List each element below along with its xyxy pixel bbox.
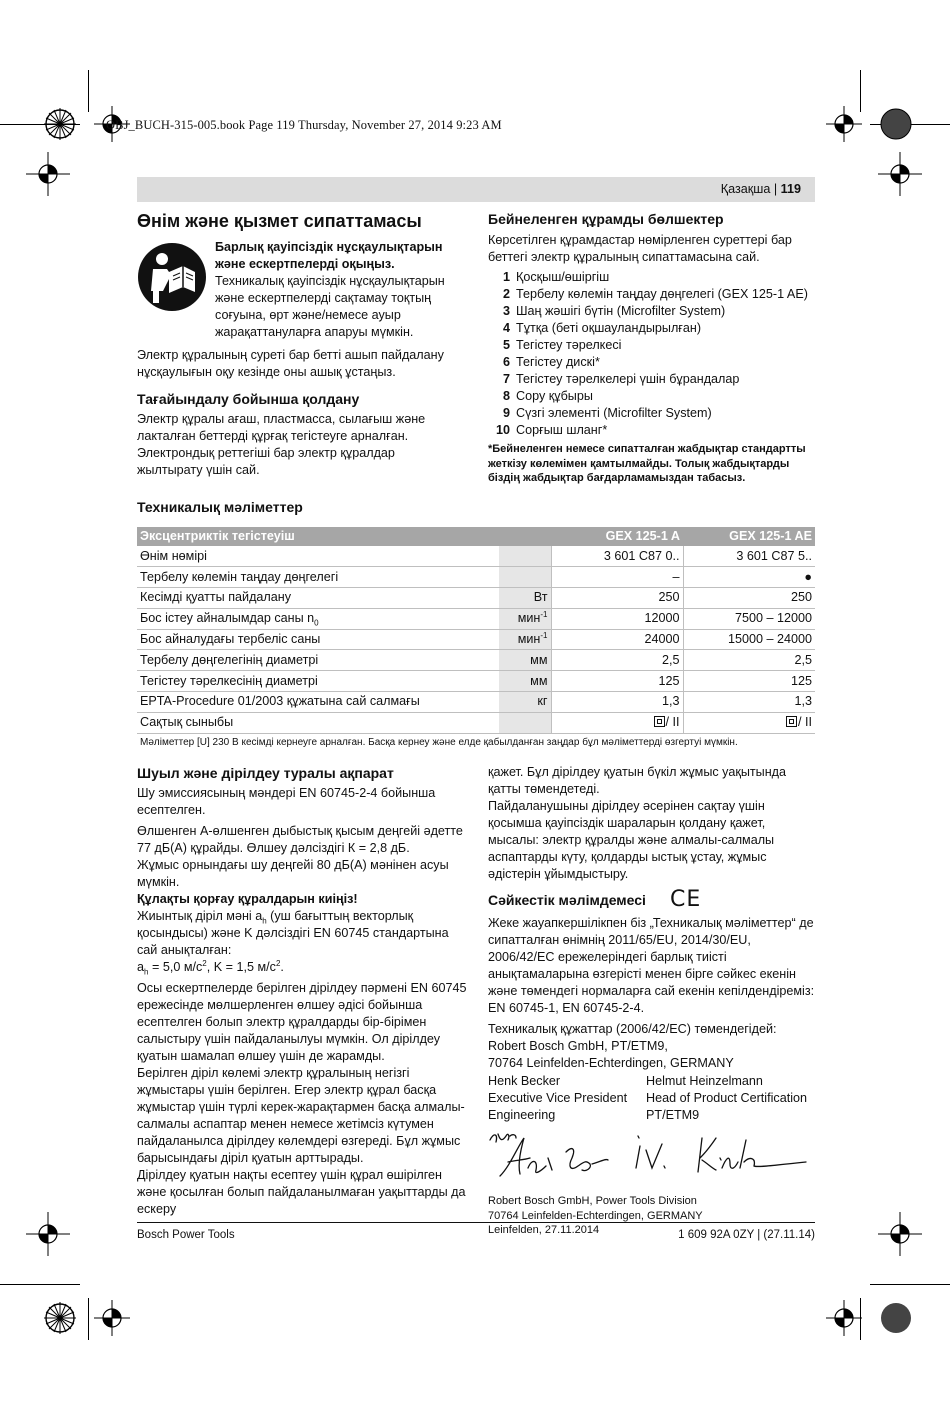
- spec-value-ae: [683, 608, 815, 629]
- open-page-text: Электр құралының суреті бар бетті ашып пайдалану нұсқаулығын оқу кезінде оны ашық ұстаңыз.: [137, 348, 444, 379]
- spec-row: [137, 671, 815, 692]
- spec-value-a: [551, 712, 683, 733]
- right2-p2: Пайдаланушыны дірілдеу әсерінен сақтау үшін қосымша қауіпсіздік шараларын қолдану қажет, мысалы: электр құралды және алмалы-салмалы аспаптарды күту, қолдарды ыстық ұстау, жұмыс әдістерін ұйымдыстыру.: [488, 799, 775, 881]
- sig1-title2: Engineering: [488, 1108, 556, 1122]
- spec-label: [137, 712, 499, 733]
- spec-label: [137, 608, 499, 629]
- sig1-title1: Executive Vice President: [488, 1091, 628, 1105]
- spec-label-text: Өнім нөмірі: [140, 548, 207, 563]
- spec-value-ae: [683, 567, 815, 588]
- spec-label: [137, 650, 499, 671]
- spec-row: [137, 588, 815, 609]
- parts-list-item: [488, 320, 818, 337]
- spec-value-a: [551, 567, 683, 588]
- spec-value-ae: [683, 546, 815, 567]
- part-label: Тегістеу тәрелкесі: [516, 338, 622, 352]
- spec-value-a-text: 250: [658, 590, 680, 605]
- parts-list-item: [488, 303, 818, 320]
- spec-unit: [499, 692, 551, 713]
- parts-list-item: [488, 269, 818, 286]
- warning-text: [215, 239, 463, 341]
- spec-value-ae-text: ●: [804, 569, 812, 584]
- handwritten-signatures: [488, 1128, 816, 1192]
- parts-list-item: [488, 354, 818, 371]
- spec-unit-text: мм: [530, 652, 548, 667]
- left-column-bottom: [137, 764, 467, 1218]
- registration-mark-icon: [40, 104, 80, 144]
- noise-p6d: .: [280, 960, 284, 974]
- spec-label-text: Тербелу көлемін таңдау дөңгелегі: [140, 569, 339, 584]
- noise-p8: Берілген діріл көлемі электр құралының негізгі жұмыстары үшін берілген. Егер электр құрал басқа жұмыстар үшін түрлі керек-жарақтармен басқа алмалы-салмалы аспаптар менен немесе жетімсіз күтумен пайдаланылса дірілдеу көлемдері өзгереді. Бұл жұмыс барысындағы діріл қуатын арттырады.: [137, 1066, 465, 1165]
- spec-value-a: [551, 588, 683, 609]
- registration-mark-icon: [26, 152, 70, 196]
- parts-list-item: [488, 405, 818, 422]
- sig1-name: Henk Becker: [488, 1074, 561, 1088]
- usage-title: Тағайындалу бойынша қолдану: [137, 391, 360, 407]
- registration-mark-icon: [878, 1212, 922, 1256]
- part-label: Сору құбыры: [516, 389, 593, 403]
- spec-header-label: Эксцентриктік тегістеуіш: [137, 527, 499, 546]
- parts-list-item: [488, 388, 818, 405]
- noise-p5: [137, 908, 467, 959]
- part-number: 6: [502, 355, 510, 369]
- spec-unit: [499, 671, 551, 692]
- spec-value-a-text: / II: [665, 715, 680, 730]
- spec-unit: [499, 546, 551, 567]
- spec-unit-sup: -1: [540, 610, 548, 620]
- read-manual-icon: [137, 242, 207, 312]
- spec-row: [137, 712, 815, 733]
- spec-value-ae-text: 7500 – 12000: [734, 611, 812, 626]
- spec-value-ae-text: 2,5: [794, 652, 812, 667]
- ce-mark-icon: CE: [669, 887, 702, 912]
- section-title: Өнім және қызмет сипаттамасы: [137, 211, 422, 231]
- spec-header-unit: [499, 527, 551, 546]
- spec-value-a-text: 1,3: [661, 694, 680, 709]
- spec-value-ae-text: / II: [798, 715, 812, 730]
- noise-p4: Құлақты қорғау құралдарын киіңіз!: [137, 892, 358, 906]
- spec-value-ae: [683, 712, 815, 733]
- spec-value-a: [551, 692, 683, 713]
- spec-unit: [499, 712, 551, 733]
- spec-value-ae-text: 1,3: [794, 694, 812, 709]
- crop-mark: [88, 1298, 89, 1340]
- spec-unit-text: мин: [517, 632, 541, 647]
- registration-mark-icon: [824, 104, 864, 144]
- parts-list-item: [488, 337, 818, 354]
- part-number: 8: [502, 389, 510, 403]
- noise-p6c: , K = 1,5 м/с: [206, 960, 276, 974]
- noise-p6a: a: [137, 960, 145, 974]
- page-header: [137, 177, 815, 202]
- spec-unit: [499, 567, 551, 588]
- page-number: 119: [780, 182, 801, 196]
- footer-right: 1 609 92A 0ZY | (27.11.14): [678, 1229, 815, 1241]
- registration-mark-icon: [824, 1298, 864, 1338]
- spec-label-text: Бос істеу айналымдар саны n: [140, 611, 315, 626]
- registration-mark-icon: [40, 1298, 80, 1338]
- part-label: Тербелу көлемін таңдау дөңгелегі (GEX 125-1 AE): [516, 287, 808, 301]
- spec-header-ae: GEX 125-1 AE: [683, 527, 815, 546]
- spec-value-ae-text: 15000 – 24000: [727, 632, 812, 647]
- sig2-title1: Head of Product Certification: [646, 1091, 808, 1105]
- spec-value-ae: [683, 650, 815, 671]
- part-number: 2: [502, 287, 510, 301]
- registration-mark-icon: [26, 1212, 70, 1256]
- spec-footnote: Мәліметтер [U] 230 В кесімді кернеуге арналған. Басқа кернеу және елде қабылданған заңдар бұл мәліметтерді өзгертуі мүмкін.: [140, 736, 738, 748]
- spec-header-row: [137, 527, 815, 546]
- spec-unit-text: Вт: [533, 590, 548, 605]
- spec-value-a-text: 3 601 C87 0..: [603, 548, 680, 563]
- warning-block: [137, 239, 463, 341]
- noise-p5-sub: h: [262, 916, 267, 926]
- spec-unit-text: кг: [537, 694, 548, 709]
- usage-text-1: Электр құралы ағаш, пластмасса, сылағыш және лакталған беттерді құрғақ тегістеуге арналған.: [137, 412, 426, 443]
- spec-value-ae: [683, 671, 815, 692]
- part-label: Тұтқа (беті оқшауландырылған): [516, 321, 702, 335]
- footer-rule: [137, 1222, 815, 1223]
- spec-value-a-text: 24000: [644, 632, 680, 647]
- parts-list: [488, 269, 818, 439]
- right2-p1: қажет. Бұл дірілдеу қуатын бүкіл жұмыс уақытында қатты төмендетеді.: [488, 765, 787, 796]
- parts-title: Бейнеленген құрамды бөлшектер: [488, 211, 724, 227]
- conformity-heading: [488, 889, 816, 911]
- spec-unit-sup: -1: [540, 630, 548, 640]
- usage-text-2: Электрондық реттегіші бар электр құралдар жылтырату үшін сай.: [137, 446, 395, 477]
- noise-p6-sup2: 2: [275, 958, 281, 968]
- parts-list-item: [488, 371, 818, 388]
- crop-mark: [870, 1284, 950, 1285]
- spec-value-ae: [683, 692, 815, 713]
- spec-value-ae: [683, 629, 815, 650]
- spec-row: [137, 546, 815, 567]
- spec-row: [137, 567, 815, 588]
- part-number: 1: [502, 270, 510, 284]
- spec-unit: [499, 650, 551, 671]
- sig2-name: Helmut Heinzelmann: [646, 1074, 763, 1088]
- section-name: Қазақша: [720, 182, 771, 196]
- spec-label: [137, 546, 499, 567]
- noise-title: Шуыл және дірілдеу туралы ақпарат: [137, 765, 394, 781]
- noise-p1: Шу эмиссиясының мәндері EN 60745-2-4 бойынша есептелген.: [137, 786, 436, 817]
- spec-table: [137, 527, 815, 751]
- crop-mark: [0, 1284, 80, 1285]
- noise-p6: [137, 959, 467, 976]
- warning-bold: Барлық қауіпсіздік нұсқаулықтарын және ескертпелерді оқыңыз.: [215, 240, 443, 271]
- right-column-bottom: [488, 764, 816, 1238]
- part-label: Тегістеу дискі*: [516, 355, 600, 369]
- parts-note: *Бейнеленген немесе сипатталған жабдықтар стандартты жеткізу көлемімен қамтылмайды. Толық жабдықтарды біздің жабдықтар бағдарламамыздан табасыз.: [488, 443, 806, 485]
- part-number: 3: [502, 304, 510, 318]
- warning-rest: Техникалық қауіпсіздік нұсқаулықтарын және ескертпелерді сақтамау тоқтың соғуына, өрт және/немесе ауыр жарақаттануларға апаруы мүмкін.: [215, 274, 445, 339]
- conformity-title: Сәйкестік мәлімдемесі: [488, 892, 646, 908]
- spec-value-a: [551, 629, 683, 650]
- noise-p6-sup: 2: [202, 958, 207, 968]
- part-label: Қосқыш/өшіргіш: [516, 270, 610, 284]
- spec-row: [137, 692, 815, 713]
- header-text: Қазақша | 119: [720, 182, 801, 196]
- book-info-line: OBJ_BUCH-315-005.book Page 119 Thursday, November 27, 2014 9:23 AM: [106, 118, 502, 132]
- spec-row: [137, 629, 815, 650]
- spec-value-a: [551, 650, 683, 671]
- noise-p9: Дірілдеу қуатын нақты есептеу үшін құрал өшірілген және қосылған болып пайдаланылмаған уақыттарды да ескеру: [137, 1168, 466, 1216]
- spec-label-text: Бос айналудағы тербеліс саны: [140, 632, 321, 647]
- registration-mark-icon: [876, 104, 916, 144]
- spec-value-ae: [683, 588, 815, 609]
- spec-label: [137, 629, 499, 650]
- conformity-text: Жеке жауапкершілікпен біз „Техникалық мәліметтер“ де сипатталған өнімнің 2011/65/EU, 2014/30/EU, 2006/42/EC ережелеріндегі барлық тиісті анықтамаларына өзгерісті менен бірге сәйкес екенін және төмендегі нормаларға сай екенін кепілдендіреміз: EN 60745-1, EN 60745-2-4.: [488, 916, 815, 1015]
- spec-label-text: Тербелу дөңгелегінің диаметрі: [140, 652, 319, 667]
- noise-p7: Осы ескертпелерде берілген дірілдеу пәрмені EN 60745 ережесінде мөлшерленген өлшеу әдісі бойынша есептелген болып электр құралдарды бір-бірімен салыстыру үшін пайдаланылуы мүмкін. Ол дірілдеу қуатын шамалап өлшеу үшін де жарамды.: [137, 981, 467, 1063]
- part-label: Сүзгі элементі (Microfilter System): [516, 406, 712, 420]
- parts-intro: Көрсетілген құрамдастар нөмірленген суреттері бар беттегі электр құралының сипаттамасына сай.: [488, 233, 792, 264]
- spec-label: [137, 692, 499, 713]
- part-label: Сорғыш шланг*: [516, 423, 608, 437]
- noise-p6b: = 5,0 м/с: [148, 960, 203, 974]
- spec-label-text: Кесімді қуатты пайдалану: [140, 590, 292, 605]
- noise-p5a: Жиынтық діріл мәні a: [137, 909, 263, 923]
- spec-label-text: Тегістеу тәрелкесінің диаметрі: [140, 673, 318, 688]
- spec-value-ae-text: 250: [790, 590, 812, 605]
- division-address: 70764 Leinfelden-Echterdingen, GERMANY: [488, 1209, 703, 1222]
- spec-value-a: [551, 546, 683, 567]
- spec-label-text: Сақтық сыныбы: [140, 715, 234, 730]
- division-name: Robert Bosch GmbH, Power Tools Division: [488, 1195, 697, 1207]
- registration-mark-icon: [878, 152, 922, 196]
- protection-class-icon: [654, 716, 665, 727]
- spec-value-a: [551, 608, 683, 629]
- registration-mark-icon: [876, 1298, 916, 1338]
- date-line: Leinfelden, 27.11.2014: [488, 1224, 600, 1237]
- noise-p5b: (уш бағыттың векторлық қосындысы) және K дәлсіздігі EN 60745 стандартына сай анықталған:: [137, 909, 449, 957]
- address-2: 70764 Leinfelden-Echterdingen, GERMANY: [488, 1056, 734, 1070]
- spec-value-a-text: 125: [658, 673, 680, 688]
- spec-value-a: [551, 671, 683, 692]
- noise-p6-sub: h: [144, 967, 149, 977]
- spec-label: [137, 588, 499, 609]
- spec-footnote-row: [137, 733, 815, 751]
- spec-unit: [499, 588, 551, 609]
- signatories: [488, 1073, 816, 1124]
- right-column-top: [488, 210, 818, 486]
- spec-label-sub: 0: [314, 618, 319, 628]
- noise-p2: Өлшенген А-өлшенген дыбыстық қысым деңгейі әдетте 77 дБ(A) құрайды. Өлшеу дәлсіздігі К = 2,8 дБ.: [137, 824, 463, 855]
- spec-value-a-text: 12000: [644, 611, 680, 626]
- spec-label-text: EPTA-Procedure 01/2003 құжатына сай салмағы: [140, 694, 420, 709]
- parts-list-item: [488, 422, 818, 439]
- part-number: 5: [502, 338, 510, 352]
- crop-mark: [88, 70, 89, 112]
- part-label: Тегістеу тәрелкелері үшін бұрандалар: [516, 372, 740, 386]
- signatory-2: [646, 1073, 807, 1124]
- part-number: 10: [495, 423, 510, 437]
- spec-value-a-text: 2,5: [661, 652, 680, 667]
- sig2-title2: PT/ETM9: [646, 1108, 700, 1122]
- spec-unit-text: мм: [530, 673, 548, 688]
- parts-list-item: [488, 286, 818, 303]
- spec-label: [137, 671, 499, 692]
- spec-header-a: GEX 125-1 A: [551, 527, 683, 546]
- spec-value-ae-text: 125: [790, 673, 812, 688]
- signatory-1: [488, 1073, 646, 1124]
- spec-unit: [499, 629, 551, 650]
- spec-row: [137, 650, 815, 671]
- left-column-top: [137, 210, 463, 479]
- spec-unit-text: мин: [517, 611, 541, 626]
- spec-unit: [499, 608, 551, 629]
- footer-left: Bosch Power Tools: [137, 1229, 235, 1241]
- registration-mark-icon: [92, 1298, 132, 1338]
- address-1: Robert Bosch GmbH, PT/ETM9,: [488, 1039, 668, 1053]
- part-number: 7: [502, 372, 510, 386]
- part-number: 4: [502, 321, 510, 335]
- part-number: 9: [502, 406, 510, 420]
- spec-label: [137, 567, 499, 588]
- noise-p3: Жұмыс орнындағы шу деңгейі 80 дБ(A) мәнінен асуы мүмкін.: [137, 858, 449, 889]
- tech-files: Техникалық құжаттар (2006/42/EC) төмендегідей:: [488, 1022, 777, 1036]
- protection-class-icon: [786, 716, 797, 727]
- spec-row: [137, 608, 815, 629]
- spec-value-ae-text: 3 601 C87 5..: [736, 548, 812, 563]
- spec-value-a-text: –: [672, 569, 680, 584]
- part-label: Шаң жәшігі бүтін (Microfilter System): [516, 304, 726, 318]
- spec-title: Техникалық мәліметтер: [137, 499, 303, 515]
